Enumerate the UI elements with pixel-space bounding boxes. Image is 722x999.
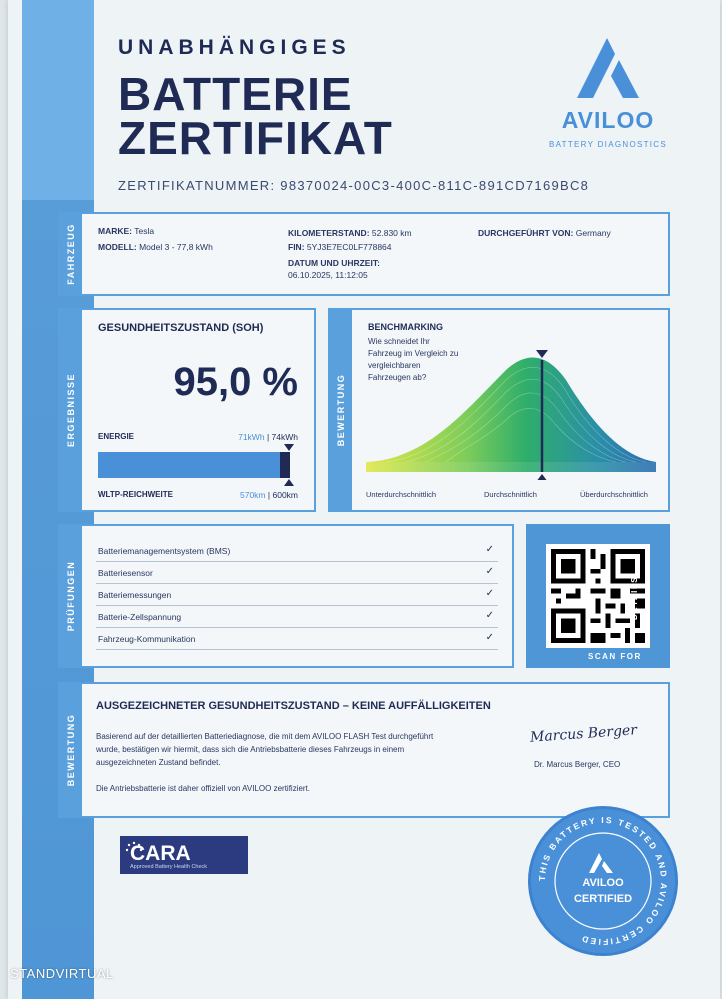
soh-title: GESUNDHEITSZUSTAND (SOH) bbox=[98, 322, 264, 334]
cara-subtitle: Approved Battery Health Check bbox=[130, 864, 208, 870]
assessment-heading: AUSGEZEICHNETER GESUNDHEITSZUSTAND – KEINE AUFFÄLLIGKEITEN bbox=[96, 700, 491, 712]
cara-word: CARA bbox=[130, 842, 191, 865]
vin-value: 5YJ3E7EC0LF778864 bbox=[306, 242, 392, 252]
assessment-section bbox=[58, 682, 670, 818]
date-label: DATUM UND UHRZEIT: bbox=[288, 258, 380, 268]
benchmark-title: BENCHMARKING bbox=[368, 322, 443, 332]
checks-section bbox=[58, 524, 514, 668]
certified-stamp bbox=[528, 806, 678, 956]
performed-value: Germany bbox=[575, 228, 611, 238]
qr-scan-label: SCAN FOR bbox=[588, 652, 642, 661]
benchmark-bell-curve bbox=[366, 350, 656, 480]
check-icon: ✓ bbox=[485, 588, 494, 599]
check-row: Batteriemanagementsystem (BMS) ✓ bbox=[96, 542, 498, 562]
title-line-1: BATTERIE bbox=[118, 68, 353, 120]
assessment-final: Die Antriebsbatterie ist daher offiziell von AVILOO zertifiziert. bbox=[96, 784, 311, 793]
vehicle-section bbox=[58, 212, 670, 296]
check-row: Fahrzeug-Kommunikation ✓ bbox=[96, 630, 498, 650]
benchmark-label-high: Überdurchschnittlich bbox=[580, 490, 648, 499]
vin-row: FIN: 5YJ3E7EC0LF778864 bbox=[288, 242, 392, 252]
vehicle-section-label: FAHRZEUG bbox=[60, 214, 82, 294]
assessment-section-label: BEWERTUNG bbox=[60, 684, 82, 816]
check-row: Batterie-Zellspannung ✓ bbox=[96, 608, 498, 628]
stamp-certified: CERTIFIED bbox=[573, 893, 633, 905]
left-stripe-top bbox=[22, 0, 94, 200]
mileage-value: 52.830 km bbox=[371, 228, 412, 238]
watermark: STANDVIRTUAL bbox=[10, 966, 114, 981]
aviloo-mountain-icon bbox=[573, 36, 643, 100]
energy-label: ENERGIE bbox=[98, 432, 135, 441]
check-icon: ✓ bbox=[485, 544, 494, 555]
aviloo-logo bbox=[548, 36, 668, 149]
benchmark-label-mid: Durchschnittlich bbox=[484, 490, 537, 499]
check-icon: ✓ bbox=[485, 632, 494, 643]
energy-bar-end bbox=[280, 452, 290, 478]
check-icon: ✓ bbox=[485, 566, 494, 577]
energy-bar bbox=[98, 452, 290, 478]
cara-badge bbox=[120, 836, 248, 874]
assessment-body: Basierend auf der detaillierten Batteriediagnose, die mit dem AVILOO FLASH Test durchgeführt wurde, bestätigen wir hiermit, dass sich die Antriebsbatterie dieses Fahrzeugs in einem ausgezeichneten Zustand befindet. bbox=[96, 732, 434, 767]
bar-top-marker-icon bbox=[284, 444, 294, 452]
range-label: WLTP-REICHWEITE bbox=[98, 490, 173, 499]
benchmark-question: Wie schneidet Ihr Fahrzeug im Vergleich zu vergleichbaren Fahrzeugen ab? bbox=[368, 337, 459, 382]
mileage-row: KILOMETERSTAND: 52.830 km bbox=[288, 228, 412, 238]
results-section-label: ERGEBNISSE bbox=[60, 310, 82, 510]
brand-row: MARKE: Tesla bbox=[98, 226, 155, 236]
logo-word: AVILOO bbox=[561, 107, 655, 133]
check-row: Batteriemessungen ✓ bbox=[96, 586, 498, 606]
stamp-word: AVILOO bbox=[582, 877, 624, 889]
benchmark-section-label: BEWERTUNG bbox=[330, 310, 352, 510]
energy-values: 71kWh | 74kWh bbox=[238, 432, 298, 442]
title-line-2: ZERTIFIKAT bbox=[118, 112, 393, 164]
qr-details-label: DETAILS bbox=[630, 575, 639, 620]
check-row: Batteriesensor ✓ bbox=[96, 564, 498, 584]
range-values: 570km | 600km bbox=[240, 490, 298, 500]
brand-value: Tesla bbox=[134, 226, 155, 236]
signature: Marcus Berger bbox=[529, 722, 638, 746]
svg-text:THIS BATTERY IS TESTED AND AVI: THIS BATTERY IS TESTED AND AVILOO CERTIFIED bbox=[536, 814, 670, 948]
date-value: 06.10.2025, 11:12:05 bbox=[288, 270, 368, 280]
subtitle: UNABHÄNGIGES bbox=[118, 36, 351, 59]
logo-subtitle: BATTERY DIAGNOSTICS bbox=[548, 140, 668, 149]
check-icon: ✓ bbox=[485, 610, 494, 621]
certificate-number: ZERTIFIKATNUMMER: 98370024-00C3-400C-811C-891CD7169BC8 bbox=[118, 178, 590, 193]
qr-section bbox=[526, 524, 670, 668]
benchmark-section bbox=[328, 308, 670, 512]
performed-row: DURCHGEFÜHRT VON: Germany bbox=[478, 228, 611, 238]
model-value: Model 3 - 77,8 kWh bbox=[139, 242, 213, 252]
soh-value: 95,0 % bbox=[173, 360, 298, 404]
checks-section-label: PRÜFUNGEN bbox=[60, 526, 82, 666]
page-title bbox=[118, 68, 393, 164]
signer-name: Dr. Marcus Berger, CEO bbox=[534, 760, 621, 769]
model-row: MODELL: Model 3 - 77,8 kWh bbox=[98, 242, 213, 252]
bar-bottom-marker-icon bbox=[284, 479, 294, 487]
benchmark-label-low: Unterdurchschnittlich bbox=[366, 490, 437, 499]
results-section bbox=[58, 308, 316, 512]
